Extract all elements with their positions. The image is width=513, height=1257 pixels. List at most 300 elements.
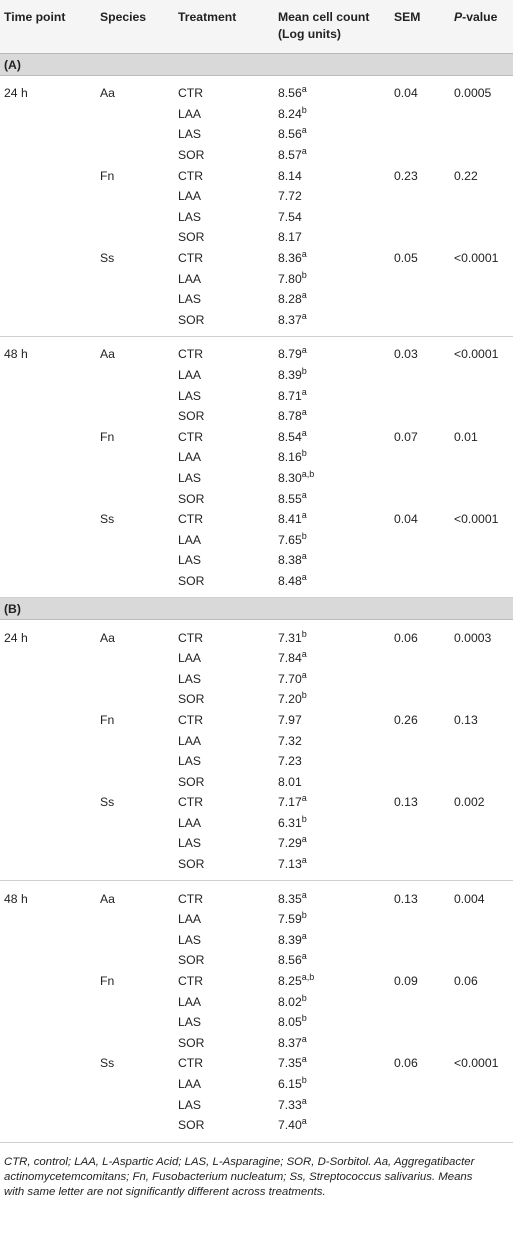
treatment-cell: SOR [178,692,205,707]
mean-cell-count-cell [274,468,390,489]
mean-value: 8.78 [278,409,302,424]
mean-cell-count-cell [274,854,390,881]
table-row [0,730,513,751]
p-value-cell [450,365,513,386]
treatment-cell: LAS [178,754,202,769]
significance-letter: b [301,1013,307,1024]
mean-value: 8.41 [278,512,302,527]
mean-cell-count-cell [274,1053,390,1074]
p-value-cell [450,668,513,689]
mean-value: 7.65 [278,532,302,547]
mean-cell-count-cell [274,813,390,834]
table-row [0,268,513,289]
significance-letter: a,b [301,971,315,982]
mean-cell-count-cell [274,207,390,228]
time-point-cell [0,310,96,337]
mean-value: 7.23 [278,754,302,769]
time-point-cell [0,771,96,792]
significance-letter: a [301,290,307,301]
p-value-cell [450,104,513,125]
sem-cell [390,207,450,228]
mean-cell-count-cell [274,268,390,289]
species-cell [96,550,174,571]
p-value-cell: 0.0005 [454,86,492,101]
significance-letter: b [301,448,307,459]
p-value-cell [450,406,513,427]
mean-value: 8.56 [278,953,302,968]
sem-cell [390,730,450,751]
table-row [0,710,513,731]
sem-cell: 0.07 [394,429,418,444]
species-cell [96,268,174,289]
header-row [0,0,513,54]
sem-cell: 0.06 [394,1056,418,1071]
time-point-cell: 48 h [4,891,28,906]
table-row [0,1053,513,1074]
mean-cell-count-cell [274,1012,390,1033]
treatment-cell: LAS [178,932,202,947]
species-cell [96,1012,174,1033]
species-cell [96,571,174,598]
time-point-cell [0,930,96,951]
time-point-cell [0,207,96,228]
sem-cell: 0.09 [394,974,418,989]
species-cell [96,104,174,125]
treatment-cell: SOR [178,953,205,968]
p-value-cell [450,145,513,166]
p-value-cell [450,447,513,468]
species-cell [96,1115,174,1142]
mean-cell-count-cell [274,730,390,751]
significance-letter: b [301,992,307,1003]
treatment-cell: SOR [174,854,274,881]
table-row [0,447,513,468]
species-cell [96,930,174,951]
time-point-cell [0,468,96,489]
time-point-cell [0,792,96,813]
time-point-cell [0,833,96,854]
species-cell: Fn [100,974,115,989]
section-label: (A) [0,54,513,76]
species-cell: Aa [100,347,115,362]
mean-cell-count-cell [274,124,390,145]
time-point-cell: 24 h [4,630,28,645]
mean-value: 8.35 [278,891,302,906]
significance-letter: a [301,855,307,866]
p-value-cell [450,571,513,598]
mean-value: 8.36 [278,251,302,266]
mean-cell-count-cell [274,529,390,550]
time-point-cell [0,1033,96,1054]
table-row [0,854,513,881]
mean-value: 7.31 [278,630,302,645]
p-value-cell: <0.0001 [454,347,499,362]
time-point-cell [0,689,96,710]
treatment-cell: LAA [178,368,202,383]
mean-value: 8.16 [278,450,302,465]
p-value-cell [450,488,513,509]
species-cell [96,833,174,854]
header-p-italic: P [454,10,463,24]
treatment-cell: SOR [174,571,274,598]
treatment-cell: SOR [178,774,205,789]
mean-cell-count-cell [274,881,390,909]
time-point-cell [0,854,96,881]
significance-letter: a [301,489,307,500]
time-point-cell [0,124,96,145]
treatment-cell: CTR [178,1056,204,1071]
mean-value: 7.35 [278,1056,302,1071]
time-point-cell [0,1053,96,1074]
p-value-cell [450,1033,513,1054]
treatment-cell: CTR [178,795,204,810]
sem-cell: 0.23 [394,168,418,183]
p-value-cell [450,310,513,337]
time-point-cell [0,227,96,248]
species-cell [96,385,174,406]
species-cell [96,406,174,427]
mean-cell-count-cell [274,104,390,125]
sem-cell [390,268,450,289]
species-cell: Fn [100,712,115,727]
species-cell: Fn [100,429,115,444]
mean-cell-count-cell [274,950,390,971]
treatment-cell: SOR [178,148,205,163]
mean-value: 7.33 [278,1097,302,1112]
p-value-cell [450,385,513,406]
section-label: (B) [0,598,513,620]
mean-value: 8.71 [278,388,302,403]
significance-letter: a [301,1033,307,1044]
sem-cell [390,648,450,669]
sem-cell [390,909,450,930]
species-cell [96,529,174,550]
species-cell [96,186,174,207]
p-value-cell [450,186,513,207]
table-row [0,227,513,248]
mean-cell-count-cell [274,427,390,448]
p-value-cell: 0.004 [454,891,485,906]
header-mean-cell-count [274,0,390,54]
treatment-cell: LAA [178,532,202,547]
species-cell [96,124,174,145]
treatment-cell: LAA [178,106,202,121]
mean-value: 8.39 [278,368,302,383]
table-row [0,771,513,792]
significance-letter: b [301,813,307,824]
species-cell [96,207,174,228]
table-row [0,509,513,530]
table-row [0,186,513,207]
mean-cell-count-cell [274,447,390,468]
significance-letter: a [301,649,307,660]
table-row [0,648,513,669]
p-value-cell [450,124,513,145]
header-mean-line1: Mean cell count [278,10,370,24]
p-value-cell [450,1074,513,1095]
p-value-cell: 0.22 [454,168,478,183]
table-footnote: CTR, control; LAA, L-Aspartic Acid; LAS, L-Asparagine; SOR, D-Sorbitol. Aa, Aggregatibacter actinomycetemcomitans; Fn, Fusobacterium nucleatum; Ss, Streptococcus salivarius. Means with same letter are not significantly different across treatments. [4,1155,475,1198]
time-point-cell [0,950,96,971]
significance-letter: a [301,386,307,397]
significance-letter: a [301,84,307,95]
treatment-cell: LAS [178,1015,202,1030]
mean-value: 8.30 [278,470,302,485]
mean-value: 6.15 [278,1077,302,1092]
table-row [0,427,513,448]
mean-value: 8.54 [278,429,302,444]
time-point-cell [0,104,96,125]
mean-value: 7.59 [278,912,302,927]
time-point-cell: 24 h [4,86,28,101]
time-point-cell [0,991,96,1012]
significance-letter: a [301,248,307,259]
p-value-cell [450,207,513,228]
section-row [0,54,513,76]
species-cell [96,689,174,710]
treatment-cell: SOR [178,1035,205,1050]
species-cell [96,751,174,772]
table-row [0,550,513,571]
significance-letter: a [301,793,307,804]
significance-letter: a [301,1095,307,1106]
p-value-cell [450,689,513,710]
treatment-cell: LAA [178,1077,202,1092]
significance-letter: b [301,104,307,115]
time-point-cell [0,529,96,550]
significance-letter: a [301,951,307,962]
time-point-cell [0,406,96,427]
table-row [0,813,513,834]
p-value-cell [450,1012,513,1033]
sem-cell: 0.13 [394,891,418,906]
table-row [0,668,513,689]
time-point-cell [0,550,96,571]
mean-value: 7.70 [278,671,302,686]
significance-letter: b [301,530,307,541]
table-row [0,881,513,909]
treatment-cell: CTR [178,512,204,527]
p-value-cell [450,930,513,951]
table-body [0,54,513,1143]
mean-value: 7.97 [278,712,302,727]
species-cell [96,1094,174,1115]
mean-value: 7.54 [278,209,302,224]
table-row [0,1033,513,1054]
mean-cell-count-cell [274,971,390,992]
table-row [0,488,513,509]
treatment-cell: SOR [174,310,274,337]
mean-value: 8.14 [278,168,302,183]
table-row [0,365,513,386]
species-cell: Fn [100,168,115,183]
time-point-cell [0,1074,96,1095]
species-cell [96,289,174,310]
sem-cell [390,468,450,489]
time-point-cell [0,751,96,772]
significance-letter: a [301,1116,307,1127]
sem-cell [390,668,450,689]
species-cell: Ss [100,1056,115,1071]
sem-cell [390,854,450,881]
table-row [0,991,513,1012]
mean-cell-count-cell [274,337,390,365]
sem-cell [390,950,450,971]
mean-value: 8.38 [278,553,302,568]
table-row [0,310,513,337]
mean-value: 7.32 [278,733,302,748]
p-value-cell [450,854,513,881]
mean-value: 7.20 [278,692,302,707]
p-value-cell [450,950,513,971]
treatment-cell: SOR [178,491,205,506]
significance-letter: a [301,510,307,521]
treatment-cell: CTR [178,251,204,266]
species-cell [96,145,174,166]
p-value-cell [450,289,513,310]
header-species: Species [96,0,174,54]
significance-letter: b [301,910,307,921]
mean-cell-count-cell [274,365,390,386]
mean-cell-count-cell [274,1115,390,1142]
sem-cell [390,406,450,427]
treatment-cell: CTR [178,86,204,101]
p-value-cell: <0.0001 [454,251,499,266]
time-point-cell [0,365,96,386]
table-row [0,833,513,854]
time-point-cell [0,1115,96,1142]
treatment-cell: LAS [178,127,202,142]
table-row [0,792,513,813]
treatment-cell: LAA [178,815,202,830]
significance-letter: a [301,889,307,900]
significance-letter: a,b [301,468,315,479]
table-row [0,468,513,489]
header-p-value [450,0,513,54]
significance-letter: a [301,930,307,941]
mean-value: 8.24 [278,106,302,121]
significance-letter: a [301,125,307,136]
mean-cell-count-cell [274,930,390,951]
sem-cell [390,571,450,598]
mean-value: 7.80 [278,271,302,286]
table-row [0,406,513,427]
time-point-cell [0,427,96,448]
treatment-cell: CTR [178,429,204,444]
treatment-cell: LAA [178,189,202,204]
mean-cell-count-cell [274,186,390,207]
mean-value: 8.01 [278,774,302,789]
mean-value: 8.28 [278,292,302,307]
species-cell [96,365,174,386]
species-cell [96,488,174,509]
mean-cell-count-cell [274,165,390,186]
treatment-cell: LAS [178,292,202,307]
species-cell [96,668,174,689]
mean-cell-count-cell [274,792,390,813]
time-point-cell [0,971,96,992]
mean-value: 8.37 [278,1035,302,1050]
mean-value: 8.79 [278,347,302,362]
time-point-cell [0,268,96,289]
mean-cell-count-cell [274,668,390,689]
sem-cell [390,833,450,854]
table-row [0,337,513,365]
significance-letter: a [301,571,307,582]
mean-cell-count-cell [274,771,390,792]
table-row [0,104,513,125]
significance-letter: a [301,310,307,321]
mean-cell-count-cell [274,488,390,509]
mean-value: 7.29 [278,836,302,851]
sem-cell: 0.03 [394,347,418,362]
mean-value: 6.31 [278,815,302,830]
sem-cell [390,930,450,951]
mean-value: 7.84 [278,651,302,666]
table-row [0,385,513,406]
species-cell [96,447,174,468]
species-cell [96,730,174,751]
treatment-cell: CTR [178,974,204,989]
table-row [0,1012,513,1033]
table-row [0,950,513,971]
time-point-cell [0,447,96,468]
time-point-cell [0,1094,96,1115]
time-point-cell [0,186,96,207]
mean-cell-count-cell [274,1033,390,1054]
species-cell [96,854,174,881]
p-value-cell [450,227,513,248]
p-value-cell [450,648,513,669]
species-cell: Aa [100,891,115,906]
sem-cell [390,447,450,468]
p-value-cell: 0.002 [454,795,485,810]
mean-cell-count-cell [274,248,390,269]
header-time-point: Time point [0,0,96,54]
species-cell [96,991,174,1012]
table-row [0,620,513,648]
time-point-cell [0,710,96,731]
sem-cell: 0.06 [394,630,418,645]
mean-cell-count-cell [274,1094,390,1115]
p-value-cell [450,1094,513,1115]
sem-cell [390,104,450,125]
mean-value: 7.40 [278,1118,302,1133]
sem-cell: 0.26 [394,712,418,727]
sem-cell [390,289,450,310]
sem-cell [390,227,450,248]
significance-letter: a [301,427,307,438]
sem-cell [390,145,450,166]
mean-cell-count-cell [274,909,390,930]
sem-cell: 0.13 [394,795,418,810]
significance-letter: b [301,365,307,376]
species-cell: Aa [100,630,115,645]
sem-cell [390,365,450,386]
header-treatment: Treatment [174,0,274,54]
sem-cell [390,529,450,550]
sem-cell [390,1012,450,1033]
treatment-cell: CTR [178,347,204,362]
species-cell [96,310,174,337]
sem-cell [390,488,450,509]
section-row [0,598,513,620]
table-row [0,207,513,228]
sem-cell [390,1115,450,1142]
p-value-cell: 0.06 [454,974,478,989]
mean-value: 8.56 [278,86,302,101]
significance-letter: b [301,269,307,280]
